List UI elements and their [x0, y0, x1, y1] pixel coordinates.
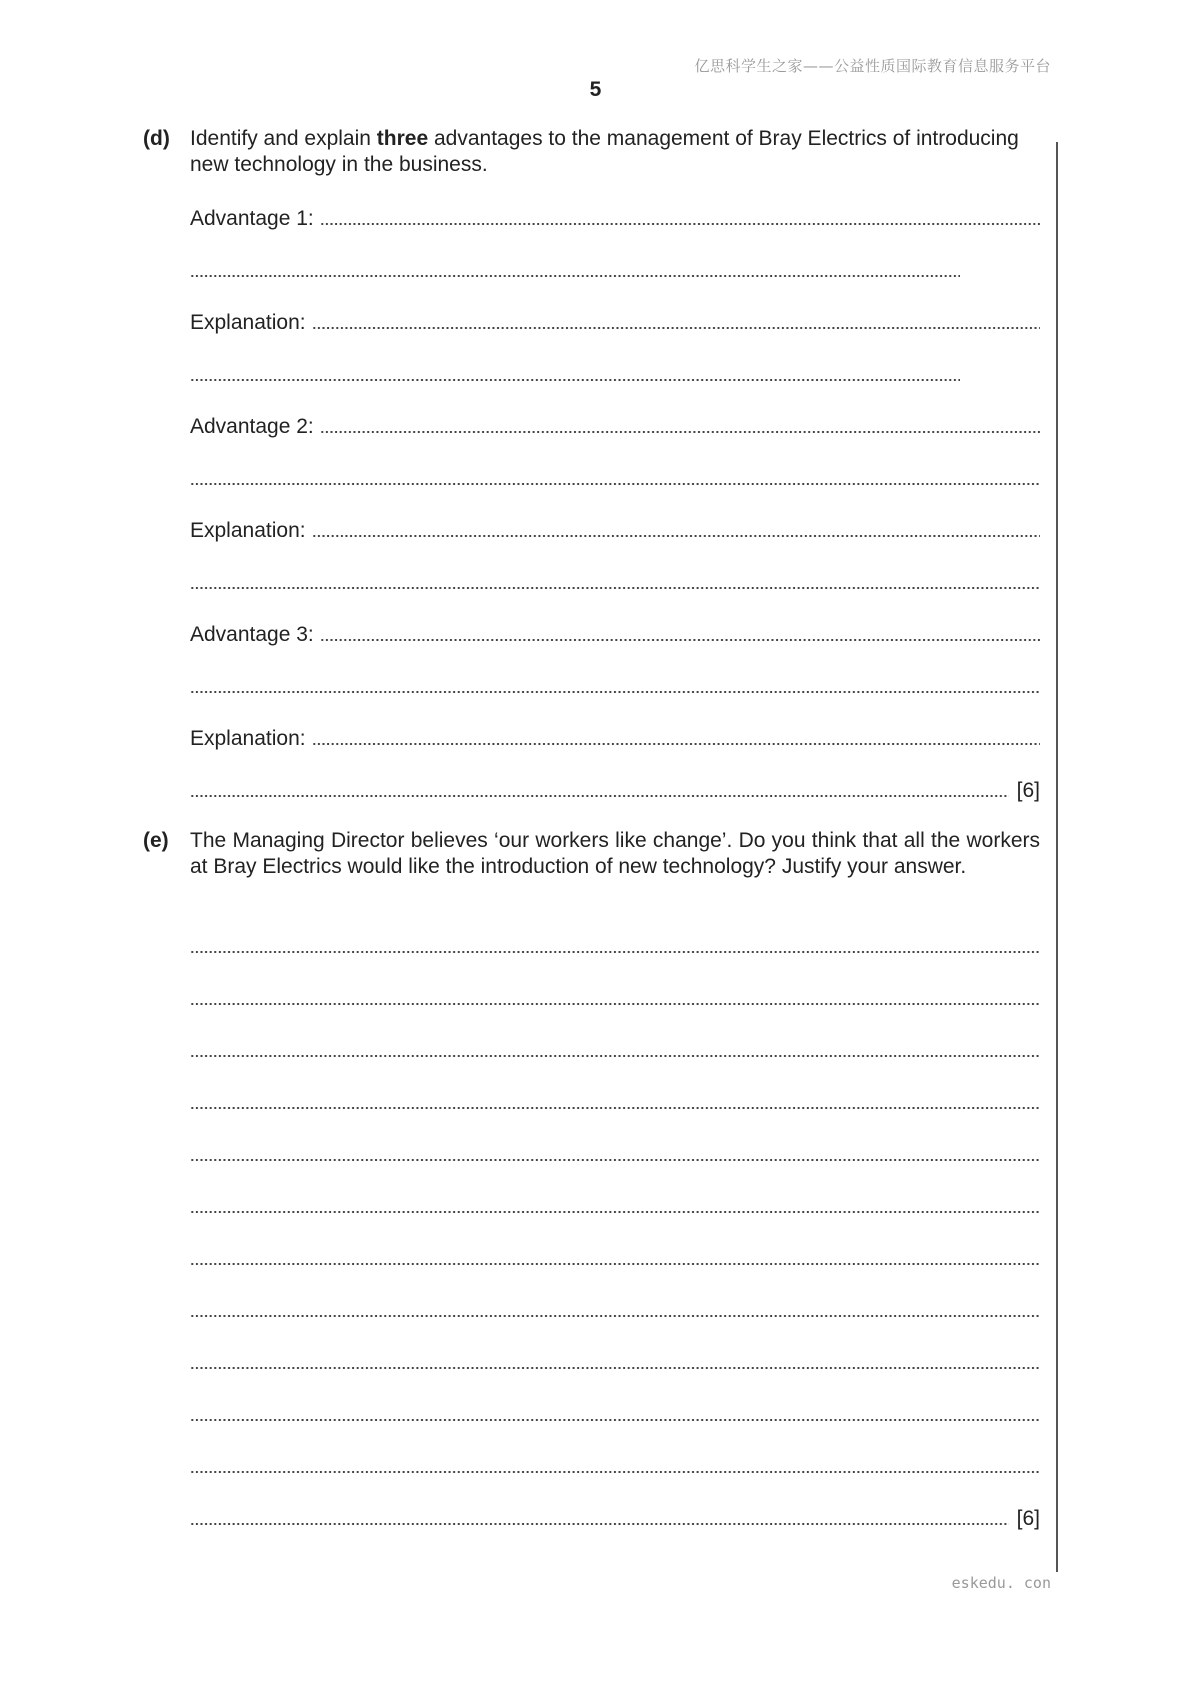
answer-line-advantage-3[interactable] [190, 622, 1040, 648]
footer-source-text: eskedu. con [951, 1574, 1051, 1592]
answer-line-explanation-1[interactable] [190, 310, 1040, 336]
dotted-line [190, 1314, 1040, 1318]
dotted-line [190, 1002, 1040, 1006]
question-e-label: (e) [143, 829, 169, 852]
dotted-line [190, 274, 960, 278]
explanation-1-label: Explanation: [190, 311, 306, 334]
advantage-2-label: Advantage 2: [190, 415, 314, 438]
dotted-line [320, 638, 1040, 642]
question-d-text-end: advantages to the management of Bray Electrics of introducing new technology in the business. [190, 127, 1019, 176]
answer-line-e-4[interactable] [190, 1090, 1040, 1116]
page-number: 5 [589, 78, 602, 101]
question-e-text: The Managing Director believes ‘our workers like change’. Do you think that all the workers at Bray Electrics would like the introduction of new technology? Justify your answer. [190, 829, 1040, 878]
question-d-text-start: Identify and explain [190, 127, 377, 150]
dotted-line [190, 1106, 1040, 1110]
answer-line-explanation-3[interactable] [190, 726, 1040, 752]
question-d [143, 126, 1040, 178]
dotted-line [320, 430, 1040, 434]
answer-line-advantage-1-cont[interactable] [190, 258, 1040, 284]
dotted-line [190, 1262, 1040, 1266]
answer-line-e-10[interactable] [190, 1402, 1040, 1428]
answer-line-e-11[interactable] [190, 1454, 1040, 1480]
dotted-line [190, 1158, 1040, 1162]
answer-line-explanation-3-cont[interactable] [190, 778, 1040, 804]
marks-d: [6] [1016, 779, 1040, 802]
answer-line-advantage-2[interactable] [190, 414, 1040, 440]
answer-line-e-3[interactable] [190, 1038, 1040, 1064]
dotted-line [312, 742, 1040, 746]
dotted-line [312, 534, 1040, 538]
dotted-line [190, 1418, 1040, 1422]
answer-line-explanation-2[interactable] [190, 518, 1040, 544]
dotted-line [190, 1210, 1040, 1214]
dotted-line [190, 794, 1009, 798]
question-e [143, 828, 1040, 906]
advantage-1-label: Advantage 1: [190, 207, 314, 230]
dotted-line [190, 586, 1040, 590]
answer-line-explanation-2-cont[interactable] [190, 570, 1040, 596]
dotted-line [190, 482, 1040, 486]
answer-line-e-9[interactable] [190, 1350, 1040, 1376]
answer-line-advantage-2-cont[interactable] [190, 466, 1040, 492]
marks-e: [6] [1016, 1507, 1040, 1530]
explanation-2-label: Explanation: [190, 519, 306, 542]
dotted-line [190, 690, 1040, 694]
dotted-line [190, 1366, 1040, 1370]
answer-line-e-8[interactable] [190, 1298, 1040, 1324]
dotted-line [190, 1470, 1040, 1474]
watermark-text: 亿思科学生之家——公益性质国际教育信息服务平台 [694, 57, 1051, 75]
answer-line-explanation-1-cont[interactable] [190, 362, 1040, 388]
advantage-3-label: Advantage 3: [190, 623, 314, 646]
question-d-text [190, 126, 1040, 178]
explanation-3-label: Explanation: [190, 727, 306, 750]
question-d-label: (d) [143, 127, 170, 150]
question-d-text-bold: three [376, 127, 429, 150]
dotted-line [190, 1054, 1040, 1058]
dotted-line [190, 950, 1040, 954]
answer-line-e-5[interactable] [190, 1142, 1040, 1168]
answer-line-e-12[interactable] [190, 1506, 1040, 1532]
answer-line-advantage-3-cont[interactable] [190, 674, 1040, 700]
dotted-line [312, 326, 1040, 330]
answer-line-e-1[interactable] [190, 934, 1040, 960]
answer-line-e-7[interactable] [190, 1246, 1040, 1272]
dotted-line [190, 1522, 1009, 1526]
dotted-line [190, 378, 960, 382]
dotted-line [320, 222, 1040, 226]
answer-line-advantage-1[interactable] [190, 206, 1040, 232]
answer-line-e-6[interactable] [190, 1194, 1040, 1220]
margin-rule [1056, 142, 1058, 1572]
answer-line-e-2[interactable] [190, 986, 1040, 1012]
